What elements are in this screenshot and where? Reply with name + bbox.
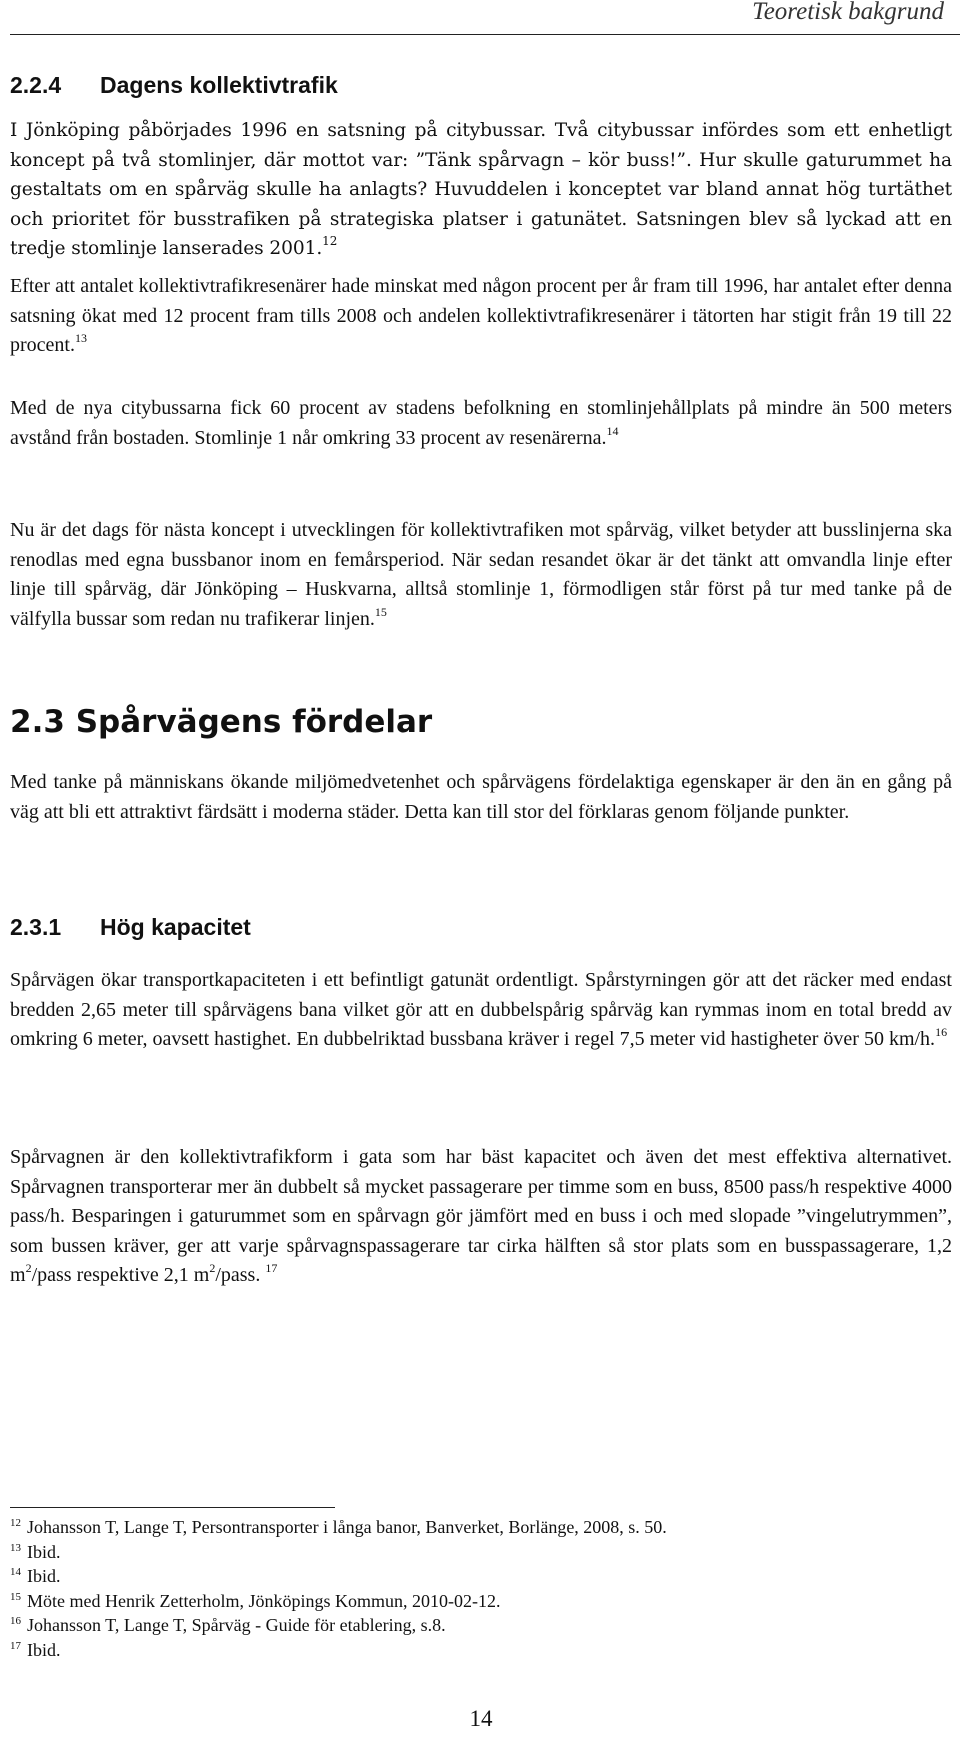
footnote-ref: 16 xyxy=(935,1025,948,1039)
footnote-text: Möte med Henrik Zetterholm, Jönköpings Kommun, 2010-02-12. xyxy=(27,1590,501,1611)
section-title: Hög kapacitet xyxy=(100,914,251,940)
footnote-ref: 14 xyxy=(606,423,619,438)
paragraph xyxy=(10,768,952,827)
footnote-ref: 13 xyxy=(74,331,87,345)
footnote-text: Ibid. xyxy=(27,1566,61,1587)
footnote xyxy=(10,1564,952,1589)
paragraph-text: /pass. xyxy=(215,1264,261,1286)
page-number: 14 xyxy=(469,1706,493,1731)
footnote xyxy=(10,1589,952,1614)
paragraph xyxy=(10,272,952,361)
section-heading-2-2-4 xyxy=(10,72,338,99)
paragraph-text: Spårvagnen är den kollektivtrafikform i gata som har bäst kapacitet och även det mest effektiva alternativet. Spårvagnen transporterar mer än dubbelt så mycket passagerare per timme som en buss, 8500 pass/h respektive 4000 pass/h. Besparingen i gaturummet som en spårvagn gör jämfört med en buss i och med slopade ”vingelutrymmen”, som bussen kräver, ger att varje spårvagnspassagerare tar cirka hälften så stor plats som en busspassagerare, 1,2 m xyxy=(10,1146,952,1286)
paragraph xyxy=(10,116,952,264)
footnote-number: 14 xyxy=(10,1566,21,1579)
footnote-separator xyxy=(10,1507,335,1508)
footnote xyxy=(10,1638,952,1663)
paragraph-text: I Jönköping påbörjades 1996 en satsning på citybussar. Två citybussar infördes som ett enhetligt koncept på två stomlinjer, där mottot var: ”Tänk spårvagn – kör buss!”. Hur skulle gaturummet ha gestaltats om en spårväg skulle ha anlagts? Huvuddelen i konceptet var bland annat hög turtäthet och prioritet för busstrafiken på strategiska platser i gatunätet. Satsningen blev så lyckad att en tredje stomlinje lanserades 2001. xyxy=(10,120,952,259)
footnote xyxy=(10,1515,952,1540)
footnote-number: 17 xyxy=(10,1639,21,1652)
section-number: 2.2.4 xyxy=(10,72,62,98)
section-number: 2.3 xyxy=(10,704,65,740)
footnotes xyxy=(10,1515,952,1663)
footnote-ref: 12 xyxy=(322,234,338,248)
paragraph-text: /pass respektive 2,1 m xyxy=(31,1264,210,1286)
footnote xyxy=(10,1613,952,1638)
footnote-number: 12 xyxy=(10,1517,21,1529)
paragraph xyxy=(10,516,952,634)
footnote-text: Ibid. xyxy=(27,1639,61,1660)
paragraph xyxy=(10,394,952,453)
footnote-text: Ibid. xyxy=(27,1541,61,1562)
footnote-number: 13 xyxy=(10,1541,21,1554)
footnote-number: 16 xyxy=(10,1615,21,1628)
section-number: 2.3.1 xyxy=(10,914,62,940)
footnote-text: Johansson T, Lange T, Spårväg - Guide för etablering, s.8. xyxy=(27,1615,446,1636)
header-rule xyxy=(10,34,960,35)
section-title: Spårvägens fördelar xyxy=(75,704,433,740)
footnote-ref: 15 xyxy=(374,604,387,619)
footnote xyxy=(10,1540,952,1565)
footnote-number: 15 xyxy=(10,1590,21,1603)
paragraph-text: Nu är det dags för nästa koncept i utvecklingen för kollektivtrafiken mot spårväg, vilket betyder att busslinjerna ska renodlas med egna bussbanor inom en femårsperiod. När sedan resandet ökar är det tänkt att omvandla linje efter linje till spårväg, där Jönköping – Huskvarna, alltså stomlinje 1, förmodligen står först på tur med tanke på de välfylla bussar som redan nu trafikerar linjen. xyxy=(10,519,952,630)
section-title: Dagens kollektivtrafik xyxy=(100,72,338,98)
superscript: 2 xyxy=(209,1261,216,1275)
footnote-text: Johansson T, Lange T, Persontransporter i långa banor, Banverket, Borlänge, 2008, s. 50. xyxy=(27,1517,667,1537)
paragraph-text: Med tanke på människans ökande miljömedvetenhet och spårvägens fördelaktiga egenskaper är den än en gång på väg att bli ett attraktivt färdsätt i moderna städer. Detta kan till stor del förklaras genom följande punkter. xyxy=(10,771,952,823)
paragraph-text: Med de nya citybussarna fick 60 procent av stadens befolkning en stomlinjehållplats på mindre än 500 meters avstånd från bostaden. Stomlinje 1 når omkring 33 procent av resenärerna. xyxy=(10,397,952,449)
paragraph-text: Efter att antalet kollektivtrafikresenärer hade minskat med någon procent per år fram till 1996, har antalet efter denna satsning ökat med 12 procent fram tills 2008 och andelen kollektivtrafikresenärer i tätorten har stigit från 19 till 22 procent. xyxy=(10,275,952,356)
section-heading-2-3 xyxy=(10,704,432,740)
paragraph xyxy=(10,1143,952,1291)
paragraph xyxy=(10,966,952,1055)
section-heading-2-3-1 xyxy=(10,914,251,941)
paragraph-text: Spårvägen ökar transportkapaciteten i ett befintligt gatunät ordentligt. Spårstyrningen gör att det räcker med endast bredden 2,65 meter till spårvägens bana vilket gör att en dubbelspårig spårväg kan rymmas inom en total bredd av omkring 6 meter, oavsett hastighet. En dubbelriktad bussbana kräver i regel 7,5 meter vid hastigheter över 50 km/h. xyxy=(10,969,952,1050)
superscript: 2 xyxy=(25,1261,32,1275)
footnote-ref: 17 xyxy=(265,1261,278,1275)
running-header: Teoretisk bakgrund xyxy=(752,0,944,25)
